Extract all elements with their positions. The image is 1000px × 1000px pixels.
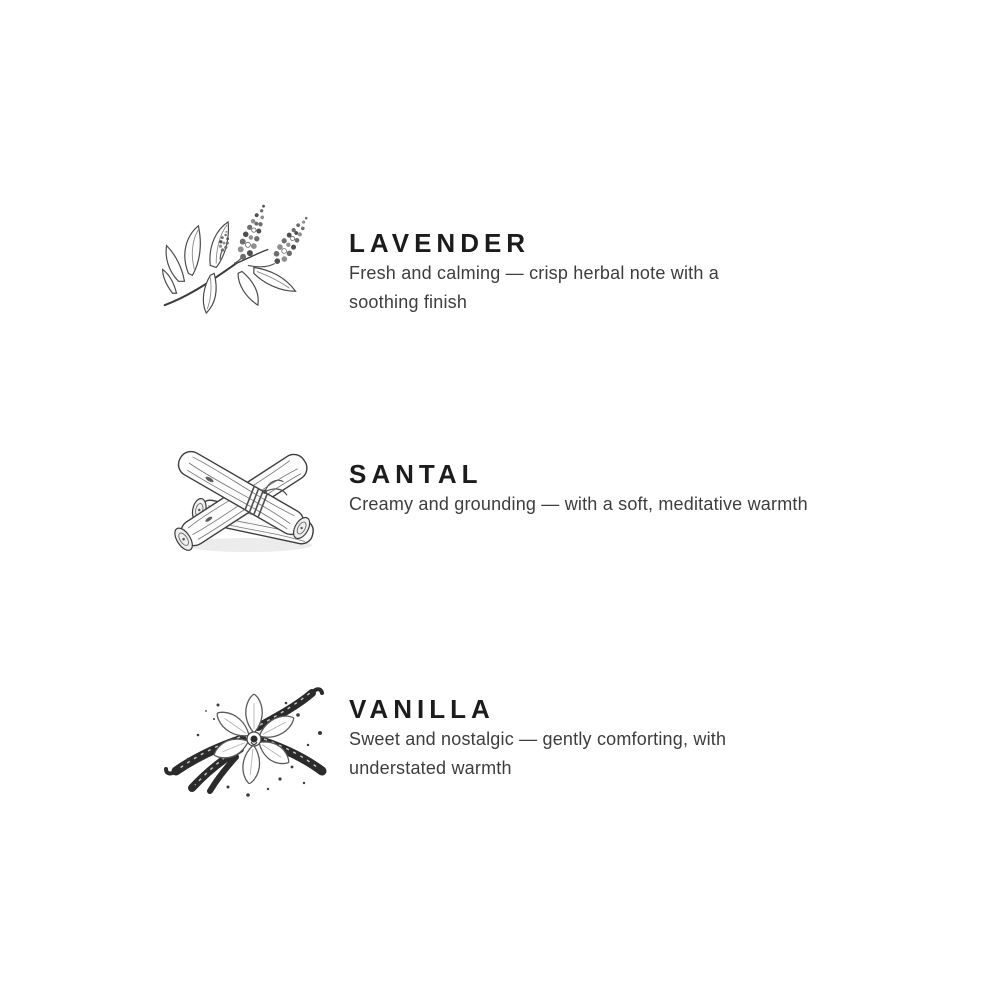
note-text-vanilla [349, 695, 774, 783]
note-text-lavender [349, 229, 774, 317]
note-description: Sweet and nostalgic — gently comforting, with understated warmth [349, 729, 727, 778]
sandalwood-sticks-icon [156, 438, 337, 556]
note-title: VANILLA [349, 694, 495, 724]
vanilla-flower-pods-icon [158, 674, 342, 812]
lavender-sprig-illustration [158, 202, 320, 322]
note-title: SANTAL [349, 459, 483, 489]
note-description: Fresh and calming — crisp herbal note with a soothing finish [349, 263, 719, 312]
note-title: LAVENDER [349, 228, 531, 258]
note-text-santal [349, 460, 808, 519]
lavender-sprig-icon [158, 202, 320, 322]
sandalwood-sticks-illustration [156, 438, 337, 556]
vanilla-flower-and-pods-illustration [158, 674, 342, 812]
note-description: Creamy and grounding — with a soft, meditative warmth [349, 494, 808, 514]
